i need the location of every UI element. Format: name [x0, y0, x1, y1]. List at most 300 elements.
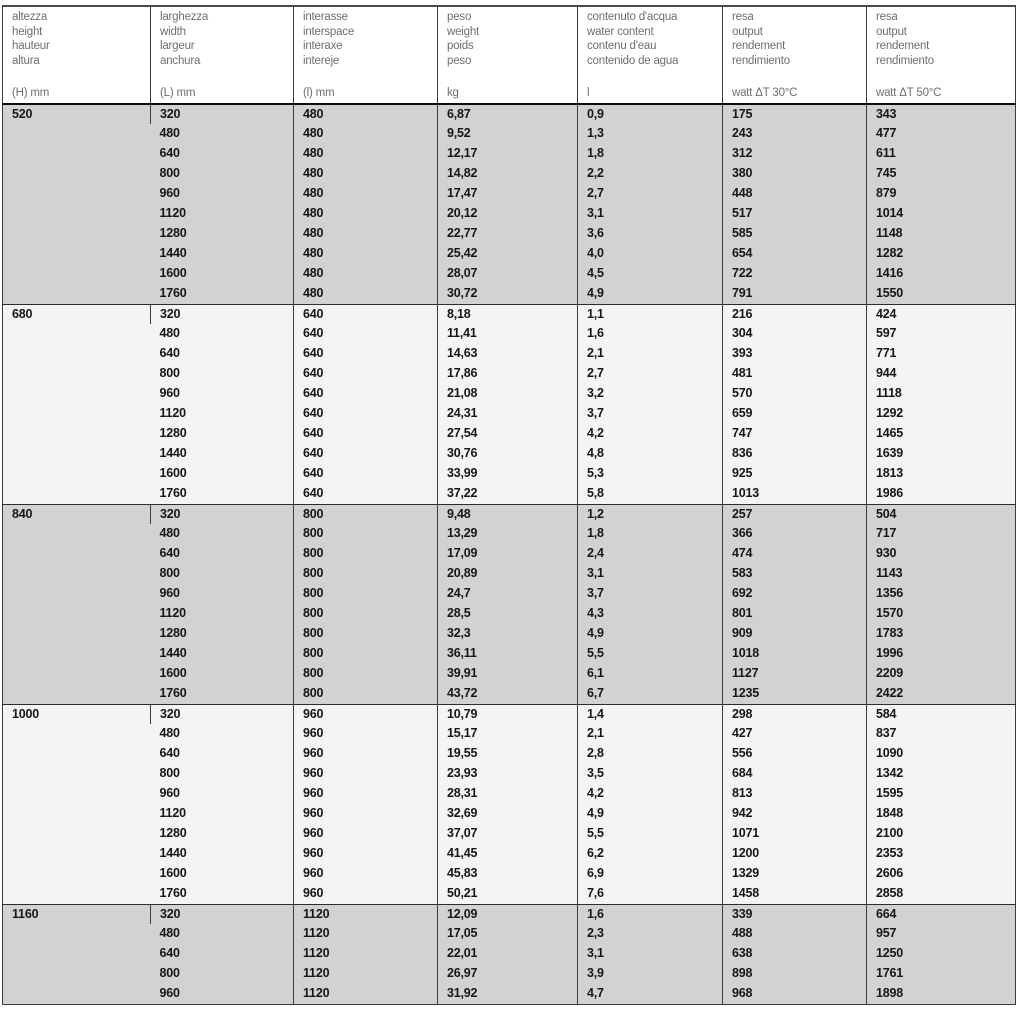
data-cell: 837 [867, 724, 1016, 744]
table-row [3, 604, 1016, 624]
table-row [3, 784, 1016, 804]
data-cell: 1120 [294, 924, 438, 944]
table-row [3, 104, 1016, 124]
table-row [3, 544, 1016, 564]
data-cell: 480 [294, 284, 438, 304]
data-cell: 25,42 [438, 244, 578, 264]
column-label: interasse [303, 11, 348, 23]
data-cell: 638 [723, 944, 867, 964]
data-cell: 1,6 [578, 324, 723, 344]
data-cell: 26,97 [438, 964, 578, 984]
data-cell: 659 [723, 404, 867, 424]
data-cell: 1148 [867, 224, 1016, 244]
table-row [3, 304, 1016, 324]
column-label: interspace [303, 25, 355, 38]
column-labels [12, 10, 146, 68]
data-cell: 3,9 [578, 964, 723, 984]
data-cell: 1250 [867, 944, 1016, 964]
data-cell: 2606 [867, 864, 1016, 884]
data-cell: 33,99 [438, 464, 578, 484]
data-cell: 960 [151, 584, 294, 604]
data-cell: 1280 [151, 224, 294, 244]
data-cell: 24,7 [438, 584, 578, 604]
data-cell: 960 [294, 864, 438, 884]
data-cell: 480 [294, 144, 438, 164]
data-cell: 17,09 [438, 544, 578, 564]
data-cell: 1,1 [578, 304, 723, 324]
data-cell: 21,08 [438, 384, 578, 404]
column-labels [447, 10, 573, 68]
data-cell: 1,6 [578, 904, 723, 924]
data-cell: 1996 [867, 644, 1016, 664]
table-row [3, 164, 1016, 184]
column-label: contenu d'eau [587, 40, 657, 52]
data-cell: 1,2 [578, 504, 723, 524]
data-cell: 1848 [867, 804, 1016, 824]
column-header-content [578, 7, 722, 103]
table-row [3, 264, 1016, 284]
data-cell: 684 [723, 764, 867, 784]
data-cell: 488 [723, 924, 867, 944]
data-cell: 1090 [867, 744, 1016, 764]
data-cell: 480 [151, 524, 294, 544]
data-cell: 22,01 [438, 944, 578, 964]
data-cell: 1120 [294, 964, 438, 984]
data-cell: 480 [294, 164, 438, 184]
data-cell: 1280 [151, 824, 294, 844]
data-cell: 1,3 [578, 124, 723, 144]
data-cell: 2,3 [578, 924, 723, 944]
table-row [3, 424, 1016, 444]
column-label: anchura [160, 54, 201, 67]
data-cell: 4,8 [578, 444, 723, 464]
data-cell: 801 [723, 604, 867, 624]
table-row [3, 944, 1016, 964]
data-cell: 800 [294, 524, 438, 544]
column-unit: (H) mm [12, 87, 50, 99]
data-cell: 343 [867, 104, 1016, 124]
data-cell: 745 [867, 164, 1016, 184]
data-cell: 320 [151, 704, 294, 724]
data-cell: 6,87 [438, 104, 578, 124]
data-cell: 50,21 [438, 884, 578, 904]
table-row [3, 804, 1016, 824]
data-cell: 320 [151, 504, 294, 524]
data-cell: 4,9 [578, 804, 723, 824]
data-cell: 20,89 [438, 564, 578, 584]
column-labels [160, 10, 289, 68]
data-cell: 216 [723, 304, 867, 324]
data-cell: 1760 [151, 484, 294, 504]
data-cell: 800 [151, 564, 294, 584]
height-cell: 520 [3, 104, 151, 304]
data-cell: 30,76 [438, 444, 578, 464]
column-label: rendement [732, 40, 786, 52]
data-cell: 1440 [151, 244, 294, 264]
data-cell: 4,3 [578, 604, 723, 624]
data-cell: 960 [294, 704, 438, 724]
data-cell: 1280 [151, 424, 294, 444]
column-label: water content [587, 25, 654, 38]
data-cell: 968 [723, 984, 867, 1004]
data-cell: 320 [151, 104, 294, 124]
table-row [3, 684, 1016, 704]
data-cell: 942 [723, 804, 867, 824]
column-header-content [438, 7, 577, 103]
table-row [3, 904, 1016, 924]
data-cell: 1550 [867, 284, 1016, 304]
data-cell: 1761 [867, 964, 1016, 984]
data-cell: 1120 [151, 204, 294, 224]
data-cell: 17,05 [438, 924, 578, 944]
data-cell: 960 [294, 784, 438, 804]
table-row [3, 384, 1016, 404]
table-header [3, 6, 1016, 104]
data-cell: 800 [294, 584, 438, 604]
data-cell: 32,69 [438, 804, 578, 824]
table-row [3, 244, 1016, 264]
data-cell: 1235 [723, 684, 867, 704]
data-cell: 0,9 [578, 104, 723, 124]
data-cell: 800 [151, 164, 294, 184]
data-cell: 20,12 [438, 204, 578, 224]
column-label: hauteur [12, 40, 50, 52]
column-label: larghezza [160, 11, 209, 23]
data-cell: 1014 [867, 204, 1016, 224]
table-row [3, 624, 1016, 644]
data-cell: 480 [294, 204, 438, 224]
data-cell: 800 [294, 504, 438, 524]
data-cell: 11,41 [438, 324, 578, 344]
column-label: largeur [160, 40, 195, 52]
data-cell: 480 [294, 124, 438, 144]
data-cell: 771 [867, 344, 1016, 364]
data-cell: 19,55 [438, 744, 578, 764]
data-cell: 5,5 [578, 644, 723, 664]
data-cell: 583 [723, 564, 867, 584]
data-cell: 1120 [151, 804, 294, 824]
data-cell: 1127 [723, 664, 867, 684]
data-cell: 1,8 [578, 144, 723, 164]
data-cell: 640 [294, 484, 438, 504]
data-cell: 480 [151, 724, 294, 744]
data-cell: 1440 [151, 844, 294, 864]
data-cell: 32,3 [438, 624, 578, 644]
column-label: altezza [12, 11, 48, 23]
table-row [3, 844, 1016, 864]
column-label: resa [732, 11, 754, 23]
data-cell: 298 [723, 704, 867, 724]
table-row [3, 124, 1016, 144]
column-labels [732, 10, 862, 68]
data-cell: 474 [723, 544, 867, 564]
data-cell: 800 [151, 764, 294, 784]
data-cell: 424 [867, 304, 1016, 324]
data-cell: 879 [867, 184, 1016, 204]
data-cell: 9,52 [438, 124, 578, 144]
data-cell: 584 [867, 704, 1016, 724]
table-row [3, 344, 1016, 364]
column-unit: watt ΔT 50°C [876, 87, 942, 99]
data-cell: 960 [294, 764, 438, 784]
data-cell: 4,2 [578, 424, 723, 444]
data-cell: 30,72 [438, 284, 578, 304]
data-cell: 909 [723, 624, 867, 644]
data-cell: 3,2 [578, 384, 723, 404]
table-row [3, 664, 1016, 684]
data-cell: 800 [151, 964, 294, 984]
column-label: rendement [876, 40, 930, 52]
data-cell: 1760 [151, 284, 294, 304]
data-cell: 480 [151, 124, 294, 144]
data-cell: 39,91 [438, 664, 578, 684]
data-cell: 654 [723, 244, 867, 264]
data-cell: 640 [294, 344, 438, 364]
data-cell: 28,31 [438, 784, 578, 804]
data-cell: 1600 [151, 264, 294, 284]
data-cell: 2,7 [578, 184, 723, 204]
data-cell: 1329 [723, 864, 867, 884]
table-row [3, 564, 1016, 584]
data-cell: 1783 [867, 624, 1016, 644]
column-label: width [160, 25, 186, 38]
spec-table [2, 5, 1016, 1005]
data-cell: 1200 [723, 844, 867, 864]
header-row [3, 6, 1016, 104]
data-cell: 41,45 [438, 844, 578, 864]
data-cell: 640 [294, 324, 438, 344]
data-cell: 570 [723, 384, 867, 404]
data-cell: 800 [294, 644, 438, 664]
data-cell: 2,2 [578, 164, 723, 184]
data-cell: 944 [867, 364, 1016, 384]
data-cell: 6,2 [578, 844, 723, 864]
table-row [3, 924, 1016, 944]
data-cell: 611 [867, 144, 1016, 164]
data-cell: 2,1 [578, 344, 723, 364]
data-cell: 380 [723, 164, 867, 184]
column-label: output [732, 25, 763, 38]
data-cell: 1760 [151, 684, 294, 704]
table-row [3, 364, 1016, 384]
column-header-content [3, 7, 150, 103]
data-cell: 175 [723, 104, 867, 124]
data-cell: 640 [151, 144, 294, 164]
data-cell: 1120 [151, 404, 294, 424]
data-cell: 640 [294, 304, 438, 324]
data-cell: 27,54 [438, 424, 578, 444]
column-label: weight [447, 25, 480, 38]
data-cell: 37,22 [438, 484, 578, 504]
data-cell: 3,6 [578, 224, 723, 244]
height-cell: 1160 [3, 904, 151, 1004]
column-label: intereje [303, 54, 340, 67]
column-header [723, 6, 867, 104]
data-cell: 640 [151, 344, 294, 364]
data-cell: 480 [294, 244, 438, 264]
data-cell: 3,7 [578, 404, 723, 424]
data-cell: 22,77 [438, 224, 578, 244]
data-cell: 960 [294, 744, 438, 764]
column-label: resa [876, 11, 898, 23]
data-cell: 800 [294, 544, 438, 564]
data-cell: 640 [294, 424, 438, 444]
data-cell: 1600 [151, 664, 294, 684]
data-cell: 597 [867, 324, 1016, 344]
data-cell: 1600 [151, 864, 294, 884]
data-cell: 5,3 [578, 464, 723, 484]
data-cell: 6,9 [578, 864, 723, 884]
data-cell: 1292 [867, 404, 1016, 424]
table-row [3, 864, 1016, 884]
column-label: contenido de agua [587, 54, 679, 67]
data-cell: 3,5 [578, 764, 723, 784]
column-label: rendimiento [876, 54, 934, 67]
data-cell: 585 [723, 224, 867, 244]
table-row [3, 524, 1016, 544]
data-cell: 640 [294, 464, 438, 484]
data-cell: 1440 [151, 444, 294, 464]
table-row [3, 824, 1016, 844]
table-row [3, 324, 1016, 344]
data-cell: 1639 [867, 444, 1016, 464]
data-cell: 6,1 [578, 664, 723, 684]
data-cell: 800 [294, 624, 438, 644]
data-cell: 960 [294, 824, 438, 844]
data-cell: 640 [294, 404, 438, 424]
data-cell: 692 [723, 584, 867, 604]
data-cell: 2100 [867, 824, 1016, 844]
data-cell: 3,1 [578, 204, 723, 224]
column-unit: (L) mm [160, 87, 196, 99]
data-cell: 4,2 [578, 784, 723, 804]
data-cell: 1595 [867, 784, 1016, 804]
data-cell: 3,7 [578, 584, 723, 604]
data-cell: 37,07 [438, 824, 578, 844]
table-row [3, 444, 1016, 464]
data-cell: 1120 [294, 944, 438, 964]
data-cell: 480 [151, 324, 294, 344]
column-unit: (l) mm [303, 87, 335, 99]
data-cell: 4,0 [578, 244, 723, 264]
data-cell: 480 [294, 184, 438, 204]
height-cell: 680 [3, 304, 151, 504]
column-unit: kg [447, 87, 459, 99]
data-cell: 1013 [723, 484, 867, 504]
data-cell: 6,7 [578, 684, 723, 704]
data-cell: 1120 [294, 984, 438, 1004]
data-cell: 800 [294, 684, 438, 704]
data-cell: 836 [723, 444, 867, 464]
data-cell: 13,29 [438, 524, 578, 544]
data-cell: 5,5 [578, 824, 723, 844]
table-row [3, 224, 1016, 244]
data-cell: 960 [151, 384, 294, 404]
data-cell: 960 [294, 804, 438, 824]
data-cell: 2,7 [578, 364, 723, 384]
data-cell: 257 [723, 504, 867, 524]
data-cell: 304 [723, 324, 867, 344]
data-cell: 14,82 [438, 164, 578, 184]
column-header-content [151, 7, 293, 103]
data-cell: 957 [867, 924, 1016, 944]
data-cell: 14,63 [438, 344, 578, 364]
data-cell: 1986 [867, 484, 1016, 504]
data-cell: 791 [723, 284, 867, 304]
table-row [3, 704, 1016, 724]
data-cell: 4,7 [578, 984, 723, 1004]
height-cell: 840 [3, 504, 151, 704]
data-cell: 10,79 [438, 704, 578, 724]
data-cell: 813 [723, 784, 867, 804]
column-header [438, 6, 578, 104]
data-cell: 427 [723, 724, 867, 744]
data-cell: 930 [867, 544, 1016, 564]
data-cell: 800 [294, 664, 438, 684]
data-cell: 4,9 [578, 624, 723, 644]
data-cell: 1,8 [578, 524, 723, 544]
data-cell: 960 [294, 884, 438, 904]
data-cell: 898 [723, 964, 867, 984]
data-cell: 5,8 [578, 484, 723, 504]
table-row [3, 644, 1016, 664]
table-row [3, 464, 1016, 484]
data-cell: 640 [151, 944, 294, 964]
data-cell: 2,1 [578, 724, 723, 744]
data-cell: 800 [294, 564, 438, 584]
column-label: height [12, 25, 43, 38]
column-unit: watt ΔT 30°C [732, 87, 798, 99]
table-row [3, 744, 1016, 764]
table-row [3, 504, 1016, 524]
table-row [3, 984, 1016, 1004]
data-cell: 17,47 [438, 184, 578, 204]
data-cell: 24,31 [438, 404, 578, 424]
data-cell: 960 [151, 184, 294, 204]
table-row [3, 404, 1016, 424]
data-cell: 640 [294, 364, 438, 384]
table-row [3, 144, 1016, 164]
data-cell: 448 [723, 184, 867, 204]
data-cell: 1071 [723, 824, 867, 844]
data-cell: 1570 [867, 604, 1016, 624]
data-cell: 800 [151, 364, 294, 384]
table-row [3, 724, 1016, 744]
column-label: output [876, 25, 907, 38]
column-labels [587, 10, 718, 68]
data-cell: 480 [151, 924, 294, 944]
data-cell: 312 [723, 144, 867, 164]
column-label: poids [447, 40, 474, 52]
table-row [3, 484, 1016, 504]
data-cell: 1458 [723, 884, 867, 904]
data-cell: 556 [723, 744, 867, 764]
data-cell: 1282 [867, 244, 1016, 264]
data-cell: 2,8 [578, 744, 723, 764]
data-cell: 7,6 [578, 884, 723, 904]
data-cell: 1600 [151, 464, 294, 484]
data-cell: 36,11 [438, 644, 578, 664]
data-cell: 4,5 [578, 264, 723, 284]
table-row [3, 584, 1016, 604]
data-cell: 1,4 [578, 704, 723, 724]
data-cell: 960 [294, 724, 438, 744]
table-body [3, 104, 1016, 1004]
data-cell: 722 [723, 264, 867, 284]
data-cell: 2,4 [578, 544, 723, 564]
column-unit: l [587, 87, 590, 99]
data-cell: 2353 [867, 844, 1016, 864]
